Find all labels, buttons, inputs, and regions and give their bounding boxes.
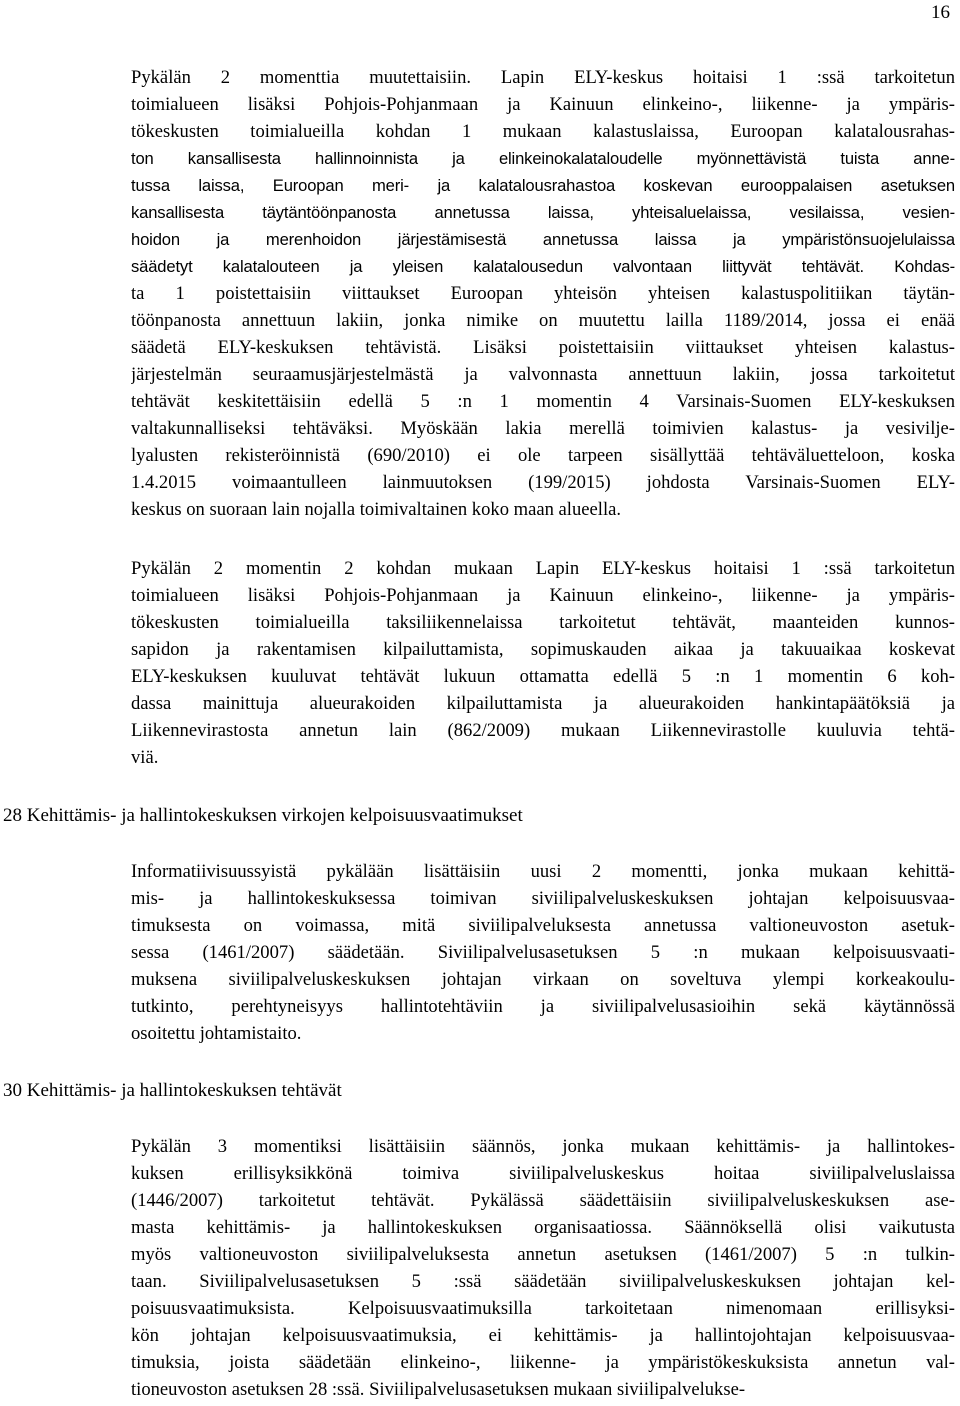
text-line: säädetyt kalatalouteen ja yleisen kalatalousedun valvontaan liittyvät tehtävät. Kohdas-	[131, 257, 955, 276]
text-line: hoidon ja merenhoidon järjestämisestä annetussa laissa ja ympäristönsuojelulaissa	[131, 230, 955, 249]
text-line: Pykälän 2 momentin 2 kohdan mukaan Lapin ELY-keskus hoitaisi 1 :ssä tarkoitetun	[131, 558, 955, 579]
text-line: sapidon ja rakentamisen kilpailuttamista, sopimuskauden aikaa ja takuuaikaa koskevat	[131, 639, 955, 660]
text-line: viä.	[131, 747, 159, 768]
text-line: taan. Siviilipalvelusasetuksen 5 :ssä säädetään siviilipalveluskeskuksen johtajan kel-	[131, 1271, 955, 1292]
text-line: osoitettu johtamistaito.	[131, 1023, 302, 1044]
text-line: timuksesta on voimassa, mitä siviilipalveluksesta annetussa valtioneuvoston asetuk-	[131, 915, 955, 936]
paragraph-pykala-2-momentti-2-kohta	[131, 555, 955, 771]
text-line: tökeskusten toimialueilla taksiliikennelaissa tarkoitetut tehtävät, maanteiden kunnos-	[131, 612, 955, 633]
paragraph-section-28	[131, 858, 955, 1047]
text-line: järjestelmän seuraamusjärjestelmästä ja valvonnasta annettuun lakiin, jossa tarkoitetut	[131, 364, 955, 385]
text-line: kön johtajan kelpoisuusvaatimuksia, ei kehittämis- ja hallintojohtajan kelpoisuusvaa-	[131, 1325, 955, 1346]
text-line: myös valtioneuvoston siviilipalveluksesta annetun asetuksen (1461/2007) 5 :n tulkin-	[131, 1244, 955, 1265]
text-line: säädetä ELY-keskuksen tehtävistä. Lisäksi poistettaisiin viittaukset yhteisen kalastus-	[131, 337, 955, 358]
text-line: sessa (1461/2007) säädetään. Siviilipalvelusasetuksen 5 :n mukaan kelpoisuusvaati-	[131, 942, 955, 963]
text-line: masta kehittämis- ja hallintokeskuksen organisaatiossa. Säännöksellä olisi vaikutusta	[131, 1217, 955, 1238]
text-line: 1.4.2015 voimaantulleen lainmuutoksen (199/2015) johdosta Varsinais-Suomen ELY-	[131, 472, 955, 493]
page-number: 16	[931, 2, 950, 23]
text-line: poisuusvaatimuksista. Kelpoisuusvaatimuksilla tarkoitetaan nimenomaan erillisyksi-	[131, 1298, 955, 1319]
text-line: (1446/2007) tarkoitetut tehtävät. Pykälässä säädettäisiin siviilipalveluskeskuksen ase-	[131, 1190, 955, 1211]
text-line: kuksen erillisyksikkönä toimiva siviilipalveluskeskus hoitaa siviilipalveluslaissa	[131, 1163, 955, 1184]
text-line: ELY-keskuksen kuuluvat tehtävät lukuun ottamatta edellä 5 :n 1 momentin 6 koh-	[131, 666, 955, 687]
text-line: töönpanosta annettuun lakiin, jonka nimike on muutettu lailla 1189/2014, jossa ei enää	[131, 310, 955, 331]
text-line: timuksia, joista säädetään elinkeino-, liikenne- ja ympäristökeskuksista annetun val-	[131, 1352, 955, 1373]
text-line: kansallisesta täytäntöönpanosta annetussa laissa, yhteisaluelaissa, vesilaissa, vesien-	[131, 203, 955, 222]
section-heading-30: 30 Kehittämis- ja hallintokeskuksen tehtävät	[3, 1080, 342, 1101]
section-heading-28: 28 Kehittämis- ja hallintokeskuksen virkojen kelpoisuusvaatimukset	[3, 805, 523, 826]
text-line: tökeskusten toimialueilla kohdan 1 mukaan kalastuslaissa, Euroopan kalatalousrahas-	[131, 121, 955, 142]
paragraph-pykala-2-momentti	[131, 64, 955, 523]
text-line: tutkinto, perehtyneisyys hallintotehtäviin ja siviilipalvelusasioihin sekä käytännössä	[131, 996, 955, 1017]
text-line: valtakunnalliseksi tehtäväksi. Myöskään lakia merellä toimivien kalastus- ja vesiviljе-	[131, 418, 955, 439]
text-line: Informatiivisuussyistä pykälään lisättäisiin uusi 2 momentti, jonka mukaan kehittä-	[131, 861, 955, 882]
text-line: keskus on suoraan lain nojalla toimivaltainen koko maan alueella.	[131, 499, 622, 520]
text-line: lyalusten rekisteröinnistä (690/2010) ei ole tarpeen sisällyttää tehtäväluetteloon, koska	[131, 445, 955, 466]
paragraph-section-30	[131, 1133, 955, 1403]
text-line: Liikennevirastosta annetun lain (862/2009) mukaan Liikennevirastolle kuuluvia tehtä-	[131, 720, 955, 741]
text-line: tioneuvoston asetuksen 28 :ssä. Siviilipalvelusasetuksen mukaan siviilipalveluksе-	[131, 1379, 746, 1400]
text-line: Pykälän 2 momenttia muutettaisiin. Lapin ELY-keskus hoitaisi 1 :ssä tarkoitetun	[131, 67, 955, 88]
text-line: dassa mainittuja alueurakoiden kilpailuttamista ja alueurakoiden hankintapäätöksiä ja	[131, 693, 955, 714]
text-line: ton kansallisesta hallinnoinnista ja elinkeinokalataloudelle myönnettävistä tuista anne-	[131, 149, 955, 168]
text-line: Pykälän 3 momentiksi lisättäisiin säännös, jonka mukaan kehittämis- ja hallintokes-	[131, 1136, 955, 1157]
text-line: toimialueen lisäksi Pohjois-Pohjanmaan ja Kainuun elinkeino-, liikenne- ja ympäris-	[131, 94, 955, 115]
text-line: tehtävät keskitettäisiin edellä 5 :n 1 momentin 4 Varsinais-Suomen ELY-keskuksen	[131, 391, 955, 412]
text-line: tussa laissa, Euroopan meri- ja kalatalousrahastoa koskevan eurooppalaisen asetuksen	[131, 176, 955, 195]
text-line: toimialueen lisäksi Pohjois-Pohjanmaan ja Kainuun elinkeino-, liikenne- ja ympäris-	[131, 585, 955, 606]
text-line: ta 1 poistettaisiin viittaukset Euroopan yhteisön yhteisen kalastuspolitiikan täytän-	[131, 283, 955, 304]
text-line: muksena siviilipalveluskeskuksen johtajan virkaan on soveltuva ylempi korkeakoulu-	[131, 969, 955, 990]
text-line: mis- ja hallintokeskuksessa toimivan siviilipalveluskeskuksen johtajan kelpoisuusvaa-	[131, 888, 955, 909]
